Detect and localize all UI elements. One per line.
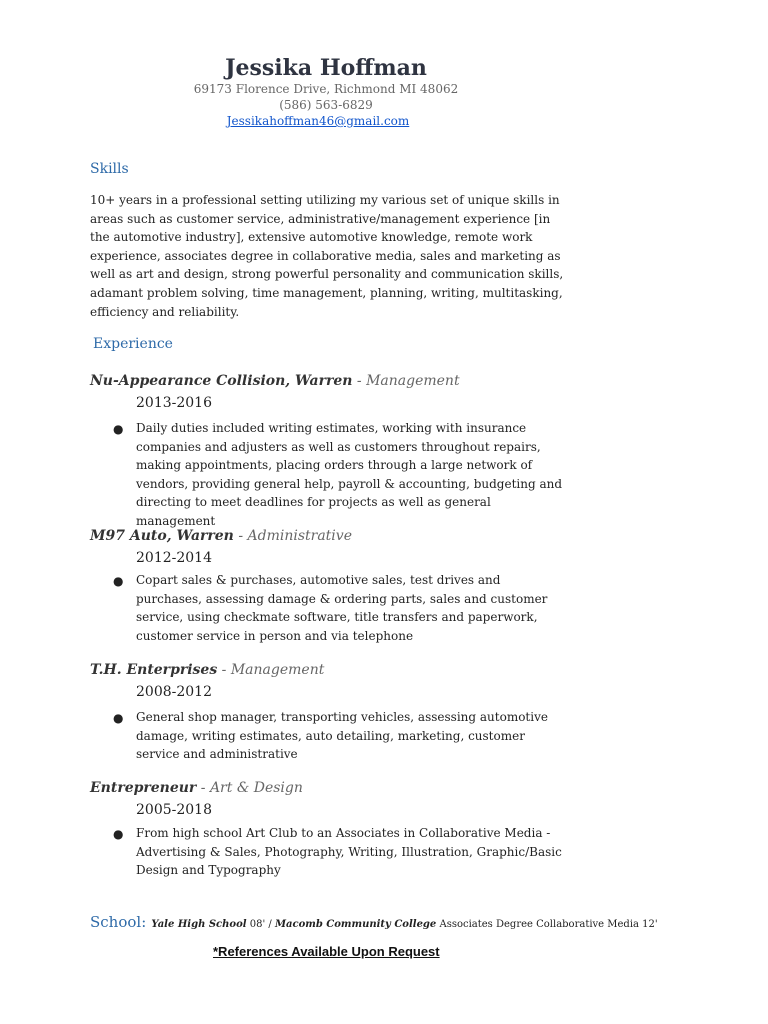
bullet-icon: ●	[113, 711, 124, 725]
bullet-icon: ●	[113, 422, 124, 436]
email-link[interactable]: Jessikahoffman46@gmail.com	[226, 114, 410, 128]
job-years: 2012-2014	[136, 550, 212, 566]
applicant-name: Jessika Hoffman	[225, 55, 427, 81]
skills-paragraph: 10+ years in a professional setting utilizing my various set of unique skills in areas such as customer service, administrative/management experience [in the automotive industry], extensive automotive knowledge, remote work experience, associates degree in collaborative media, sales and marketing as well as art and design, strong powerful personality and communication skills, adamant problem solving, time management, planning, writing, multitasking, efficiency and reliability.	[90, 193, 564, 319]
school-line	[90, 912, 658, 931]
high-school-name: Yale High School	[151, 919, 247, 930]
job-role: - Management	[352, 373, 460, 389]
job-title	[90, 373, 460, 389]
high-school-year: 08' /	[246, 919, 275, 930]
job-description: From high school Art Club to an Associates in Collaborative Media - Advertising & Sales, Photography, Writing, Illustration, Graphic/Basic Design and Typography	[136, 826, 562, 878]
job-role: - Management	[217, 662, 325, 678]
college-name: Macomb Community College	[274, 919, 437, 930]
job-title	[90, 528, 352, 544]
employer-name: M97 Auto, Warren	[90, 528, 234, 544]
references-note: *References Available Upon Request	[213, 944, 440, 959]
job-years: 2013-2016	[136, 395, 212, 411]
bullet-icon: ●	[113, 827, 124, 841]
school-details	[151, 919, 657, 930]
job-title	[90, 780, 303, 796]
experience-heading: Experience	[93, 336, 173, 352]
bullet-icon: ●	[113, 574, 124, 588]
address: 69173 Florence Drive, Richmond MI 48062	[193, 82, 459, 96]
skills-heading: Skills	[90, 161, 129, 177]
college-degree: Associates Degree Collaborative Media 12'	[436, 919, 658, 930]
job-description: Daily duties included writing estimates, working with insurance companies and adjusters as well as customers throughout repairs, making appointments, placing orders through a large network of vendors, providing general help, payroll & accounting, budgeting and directing to meet deadlines for projects as well as general management	[136, 421, 563, 528]
employer-name: T.H. Enterprises	[90, 662, 218, 678]
employer-name: Entrepreneur	[90, 780, 197, 796]
job-years: 2008-2012	[136, 684, 212, 700]
job-title	[90, 662, 324, 678]
school-label: School:	[90, 913, 147, 931]
phone-number: (586) 563-6829	[279, 98, 373, 112]
employer-name: Nu-Appearance Collision, Warren	[90, 373, 353, 389]
job-role: - Administrative	[233, 528, 352, 544]
job-description: Copart sales & purchases, automotive sales, test drives and purchases, assessing damage & ordering parts, sales and customer service, using checkmate software, title transfers and paperwork, customer service in person and via telephone	[136, 573, 548, 643]
job-role: - Art & Design	[196, 780, 303, 796]
job-years: 2005-2018	[136, 802, 212, 818]
job-description: General shop manager, transporting vehicles, assessing automotive damage, writing estimates, auto detailing, marketing, customer service and administrative	[136, 710, 548, 762]
